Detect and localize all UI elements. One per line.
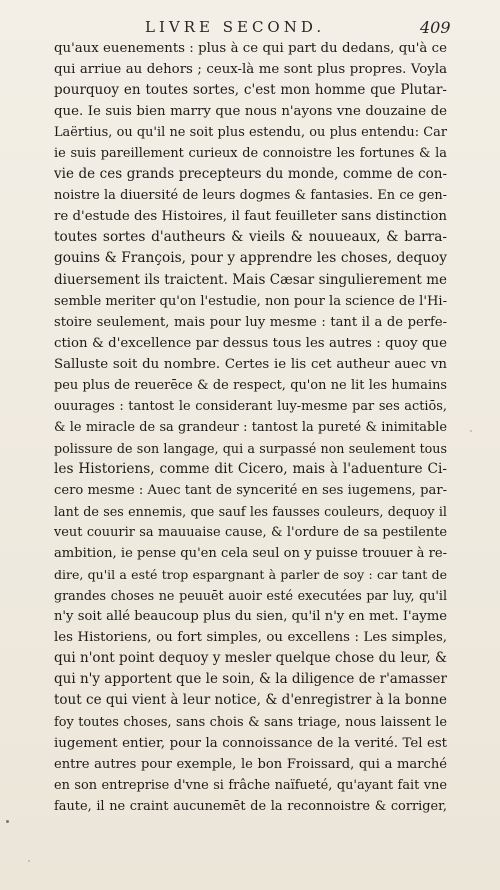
text-line: ction & d'excellence par dessus tous les autres : quoy que bbox=[54, 335, 447, 351]
text-line: stoire seulement, mais pour luy mesme : tant il a de perfe- bbox=[54, 314, 447, 330]
text-line: foy toutes choses, sans chois & sans triage, nous laissent le bbox=[54, 714, 447, 730]
text-line: qui n'ont point dequoy y mesler quelque chose du leur, & bbox=[54, 650, 447, 667]
text-line: qui n'y apportent que le soin, & la diligence de r'amasser bbox=[54, 671, 447, 688]
text-line: ambition, ie pense qu'en cela seul on y puisse trouuer à re- bbox=[54, 546, 447, 562]
text-line: les Historiens, comme dit Cicero, mais à l'aduenture Ci- bbox=[54, 460, 447, 477]
text-line: vie de ces grands precepteurs du monde, comme de con- bbox=[54, 166, 447, 183]
text-line: dire, qu'il a esté trop espargnant à parler de soy : car tant de bbox=[54, 567, 447, 583]
text-line: les Historiens, ou fort simples, ou excellens : Les simples, bbox=[54, 630, 447, 646]
text-line: polissure de son langage, qui a surpassé non seulement tous bbox=[54, 440, 447, 456]
text-line: qu'aux euenements : plus à ce qui part du dedans, qu'à ce bbox=[54, 41, 447, 56]
text-line: semble meriter qu'on l'estudie, non pour la science de l'Hi- bbox=[54, 293, 447, 309]
text-line: pourquoy en toutes sortes, c'est mon homme que Plutar- bbox=[54, 82, 447, 99]
text-line: & le miracle de sa grandeur : tantost la pureté & inimitable bbox=[54, 419, 447, 435]
text-line: gouins & François, pour y apprendre les choses, dequoy bbox=[54, 250, 447, 267]
text-line: Salluste soit du nombre. Certes ie lis cet autheur auec vn bbox=[54, 356, 447, 372]
text-line: ie suis pareillement curieux de connoistre les fortunes & la bbox=[54, 146, 447, 162]
running-head-title: LIVRE SECOND. bbox=[145, 18, 326, 36]
text-line: lant de ses ennemis, que sauf les fausses couleurs, dequoy il bbox=[54, 504, 447, 520]
text-line: diuersement ils traictent. Mais Cæsar singulierement me bbox=[54, 271, 447, 288]
text-line: Laërtius, ou qu'il ne soit plus estendu, ou plus entendu: Car bbox=[54, 125, 447, 141]
text-line: grandes choses ne peuuēt auoir esté executées par luy, qu'il bbox=[54, 588, 447, 604]
text-line: noistre la diuersité de leurs dogmes & fantasies. En ce gen- bbox=[54, 188, 447, 204]
text-line: iugement entier, pour la connoissance de la verité. Tel est bbox=[54, 735, 447, 751]
body-text bbox=[54, 38, 447, 817]
text-line: tout ce qui vient à leur notice, & d'enregistrer à la bonne bbox=[54, 692, 447, 709]
text-line: veut couurir sa mauuaise cause, & l'ordure de sa pestilente bbox=[54, 525, 447, 541]
text-line: faute, il ne craint aucunemēt de la reconnoistre & corriger, bbox=[54, 798, 447, 814]
text-line: que. Ie suis bien marry que nous n'ayons vne douzaine de bbox=[54, 104, 447, 120]
page-number: 409 bbox=[420, 18, 451, 37]
paper-speck bbox=[470, 430, 472, 432]
text-line: re d'estude des Histoires, il faut feuilleter sans distinction bbox=[54, 209, 447, 225]
text-line: entre autres pour exemple, le bon Froissard, qui a marché bbox=[54, 756, 447, 772]
text-line: ouurages : tantost le considerant luy-mesme par ses actiōs, bbox=[54, 398, 447, 414]
text-line: toutes sortes d'autheurs & vieils & nouueaux, & barra- bbox=[54, 229, 447, 246]
text-line: en son entreprise d'vne si frâche naïfueté, qu'ayant fait vne bbox=[54, 777, 447, 793]
text-line: n'y soit allé beaucoup plus du sien, qu'il n'y en met. I'ayme bbox=[54, 609, 447, 625]
text-line: qui arriue au dehors ; ceux-là me sont plus propres. Voyla bbox=[54, 62, 447, 78]
margin-speck bbox=[6, 820, 9, 823]
paper-speck bbox=[28, 860, 30, 862]
text-line: cero mesme : Auec tant de syncerité en ses iugemens, par- bbox=[54, 482, 447, 498]
text-line: peu plus de reuerēce & de respect, qu'on ne lit les humains bbox=[54, 377, 447, 393]
